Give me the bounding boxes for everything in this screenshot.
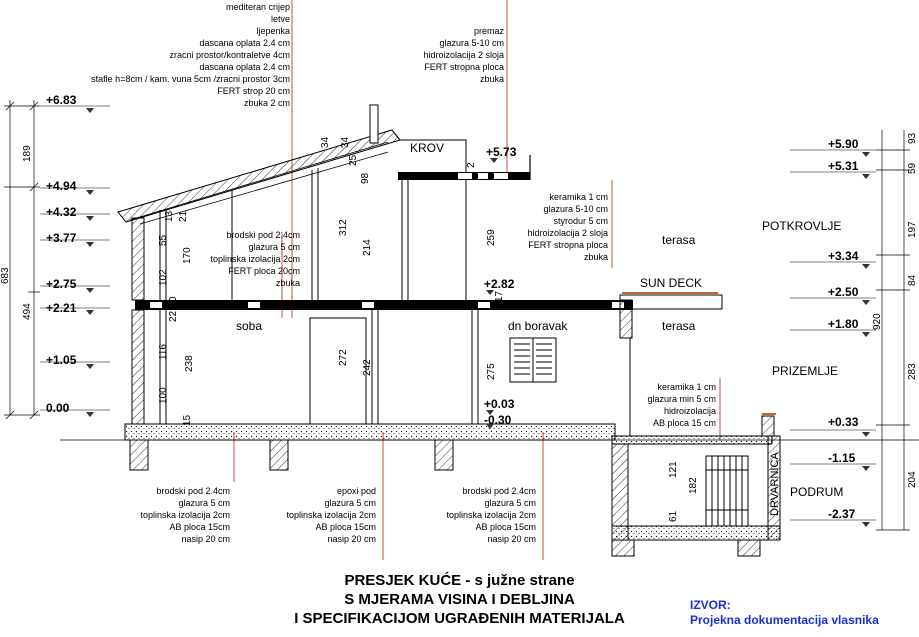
dimension-label: 312 <box>338 219 349 236</box>
title-line-3: I SPECIFIKACIJOM UGRAĐENIH MATERIJALA <box>294 610 625 627</box>
level-label: +5.73 <box>486 145 517 159</box>
spec-line: zbuka <box>479 74 504 84</box>
spec-line: toplinska izolacija 2cm <box>140 510 230 520</box>
dimension-label: 61 <box>668 510 679 522</box>
room-label-terasa-upper: terasa <box>662 233 696 247</box>
room-label-potkrovlje: POTKROVLJE <box>762 219 842 233</box>
spec-line: FERT stropna ploca <box>528 240 608 250</box>
spec-line: styrodur 5 cm <box>553 216 608 226</box>
dimension-label: 34 <box>340 136 351 148</box>
dimension-label: 100 <box>158 387 169 404</box>
level-label: +3.77 <box>46 231 77 245</box>
dimension-label: 102 <box>158 269 169 286</box>
spec-line: toplinska izolacija 2cm <box>286 510 376 520</box>
dimension-label: 34 <box>320 136 331 148</box>
dimension-label: 275 <box>486 363 497 380</box>
spec-line: AB ploca 15cm <box>315 522 376 532</box>
right-level-labels <box>828 137 859 521</box>
spec-line: glazura 5 cm <box>178 498 230 508</box>
spec-line: glazura 5-10 cm <box>543 204 608 214</box>
spec-line: stafle h=8cm / kam. vuna 5cm /zracni prostor 3cm <box>91 74 290 84</box>
dimension-label: 683 <box>0 267 11 284</box>
spec-line: glazura 5 cm <box>324 498 376 508</box>
dimension-label: 93 <box>907 132 918 144</box>
spec-line: letve <box>270 14 290 24</box>
spec-line: FERT stropna ploca <box>424 62 504 72</box>
title-line-1: PRESJEK KUĆE - s južne strane <box>344 572 575 589</box>
dimension-label: 283 <box>907 363 918 380</box>
spec-line: FERT strop 20 cm <box>217 86 290 96</box>
spec-floor-3 <box>446 486 536 544</box>
level-label: +0.03 <box>484 397 515 411</box>
dimension-label: 197 <box>907 221 918 238</box>
dimension-label: 0 <box>168 296 179 302</box>
level-lines <box>40 106 876 520</box>
spec-line: toplinska izolacija 2cm <box>210 254 300 264</box>
spec-floor-2 <box>286 486 376 544</box>
room-labels <box>236 141 843 516</box>
mid-level-labels <box>484 145 517 427</box>
level-label: +3.34 <box>828 249 859 263</box>
dimension-label: 494 <box>22 303 33 320</box>
spec-line: zbuka 2 cm <box>243 98 290 108</box>
room-label-krov: KROV <box>410 141 445 155</box>
level-label: +4.94 <box>46 179 77 193</box>
spec-roof <box>91 2 290 108</box>
level-label: +6.83 <box>46 93 77 107</box>
spec-line: dascana oplata 2.4 cm <box>199 38 290 48</box>
spec-line: FERT ploca 20cm <box>228 266 300 276</box>
level-label: -2.37 <box>828 507 856 521</box>
spec-line: hidroizolacija 2 sloja <box>527 228 608 238</box>
level-label: +2.21 <box>46 301 77 315</box>
spec-line: zbuka <box>275 278 300 288</box>
spec-line: dascana oplata 2.4 cm <box>199 62 290 72</box>
dimension-label: 2 <box>466 162 477 168</box>
spec-line: hidroizolacija 2 sloja <box>423 50 504 60</box>
dimension-label: 98 <box>360 172 371 184</box>
room-label-terasa-lower: terasa <box>662 319 696 333</box>
spec-roof-flat <box>423 26 504 84</box>
dimension-label: 25 <box>348 154 359 166</box>
title-line-2: S MJERAMA VISINA I DEBLJINA <box>344 591 575 608</box>
level-label: 0.00 <box>46 401 70 415</box>
level-label: +0.33 <box>828 415 859 429</box>
spec-line: glazura 5 cm <box>484 498 536 508</box>
spec-line: toplinska izolacija 2cm <box>446 510 536 520</box>
dimension-label: 214 <box>362 239 373 256</box>
level-label: +1.80 <box>828 317 859 331</box>
level-label: +5.90 <box>828 137 859 151</box>
dimension-label: 84 <box>907 274 918 286</box>
spec-line: AB ploca 15cm <box>169 522 230 532</box>
room-label-prizemlje: PRIZEMLJE <box>772 364 839 378</box>
level-label: +1.05 <box>46 353 77 367</box>
spec-line: glazura 5 cm <box>248 242 300 252</box>
dimension-label: 21 <box>178 210 189 222</box>
spec-line: zbuka <box>583 252 608 262</box>
left-level-labels <box>46 93 77 415</box>
dimension-label: 242 <box>362 359 373 376</box>
spec-upper-floor <box>210 230 300 288</box>
spec-line: keramika 1 cm <box>549 192 608 202</box>
spec-line: mediteran crijep <box>225 2 290 12</box>
source-label: IZVOR: <box>690 598 731 612</box>
spec-line: keramika 1 cm <box>657 382 716 392</box>
basement <box>612 436 780 556</box>
source-text: Projekna dokumentacija vlasnika <box>690 613 879 627</box>
dimension-label: 22 <box>168 310 179 322</box>
spec-line: brodski pod 2.4cm <box>156 486 230 496</box>
spec-line: hidroizolacija <box>663 406 716 416</box>
dimension-label: 116 <box>158 344 169 360</box>
dimension-label: 238 <box>184 355 195 372</box>
spec-line: epoxi pod <box>336 486 376 496</box>
dimension-label: 920 <box>872 313 883 330</box>
spec-floor-1 <box>140 486 230 544</box>
level-label: +2.82 <box>484 277 515 291</box>
dimension-label: 182 <box>688 477 699 494</box>
dimension-label: 121 <box>668 461 679 478</box>
spec-line: glazura 5-10 cm <box>439 38 504 48</box>
level-label: +2.75 <box>46 277 77 291</box>
spec-line: nasip 20 cm <box>487 534 536 544</box>
room-label-sun-deck: SUN DECK <box>640 276 703 290</box>
dimension-label: 170 <box>182 247 193 264</box>
upper-floor-slab <box>135 293 722 338</box>
window <box>510 338 556 382</box>
room-label-dn-boravak: dn boravak <box>508 319 568 333</box>
spec-line: premaz <box>473 26 504 36</box>
dimension-label: 59 <box>907 162 918 174</box>
dimension-label: 55 <box>158 234 169 246</box>
level-label: +4.32 <box>46 205 77 219</box>
room-label-soba: soba <box>236 319 263 333</box>
dimension-label: 13 <box>164 210 175 222</box>
spec-line: brodski pod 2.4cm <box>226 230 300 240</box>
dimension-label: 15 <box>182 414 193 426</box>
level-label: -1.15 <box>828 451 856 465</box>
room-label-podrum: PODRUM <box>790 485 844 499</box>
dimension-label: 259 <box>486 229 497 246</box>
spec-line: zracni prostor/kontraletve 4cm <box>169 50 290 60</box>
spec-line: glazura min 5 cm <box>647 394 716 404</box>
spec-line: nasip 20 cm <box>327 534 376 544</box>
level-label: +2.50 <box>828 285 859 299</box>
spec-terrace <box>527 192 608 262</box>
dimension-label: 17 <box>494 290 505 302</box>
spec-line: ljepenka <box>256 26 290 36</box>
dimension-label: 204 <box>907 471 918 488</box>
spec-line: AB ploca 15cm <box>475 522 536 532</box>
room-label-drvarnica: DRVARNICA <box>769 452 781 516</box>
spec-line: nasip 20 cm <box>181 534 230 544</box>
level-label: +5.31 <box>828 159 859 173</box>
dimension-label: 272 <box>338 349 349 366</box>
spec-line: brodski pod 2.4cm <box>462 486 536 496</box>
dimension-label: 189 <box>22 145 33 162</box>
level-label: -0.30 <box>484 413 512 427</box>
spec-lower-terrace <box>647 382 716 428</box>
spec-line: AB ploca 15 cm <box>652 418 716 428</box>
